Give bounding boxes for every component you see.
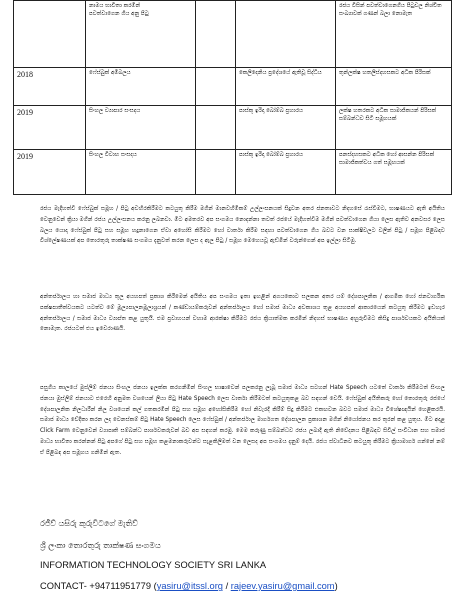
contact-prefix: CONTACT- +94711951779 ( — [40, 581, 157, 591]
organization-name-english: INFORMATION TECHNOLOGY SOCIETY SRI LANKA — [40, 560, 267, 570]
paragraph: පසුගිය කාලයේ මුස්ලිම් ජනයා සිංහල ජනයා ඉලක්ක කරගනිමින් සිංහල භාෂාවෙන් පලකරනු ලැබූ සමාජ මාධ්‍ය සටහන් Hate Speech යටතේ වාර්තා කිරීමටත් සිංහල ජනයා මුස්ලිම් ජනයාට එරෙහි අනුමත වශයෙන් ලියා පිටු Hate Speech ලෙස වාර්තා කිරීමටත් කටයුතුකළ බව සඳහන් වෙයි. ෆේස්බුක් අයිතිකරු හෝ තොරතුරු රජයේ දේශපාලනික නිලධාරීන් නිල වශයෙන් කල් ගතකරමින් පිටු සහ සමූහ අහෝසිකිරීම හෝ නිවැරදි කිරීම් සිදු කිරීමට එකඟවන බවට සමාජ මාධ්‍ය විශේෂඥයින් හෙළිකරයි. සමාජ මාධ්‍ය වේදිකා කරන ලද වෙනස්කම් පිටු Hate Speech ලෙස ෆේස්බුක් / අන්තර්ජාල මාර්ගගත දේශපාලන ප්‍රකාශන මගින් නියෝජනය කර තුරන් කළ යුතුය. මීට අදාළ Click Farm වෙනුවෙන් ව්‍යාපෘති සම්බන්ධ පාර්ශවකරුවන් බව අප සඳහන් කරමු. මෙම කරුණු සම්බන්ධව රජය ලබාදී ඇති නිවේදනය පිළිබඳව සිවිල් සංවිධාන සහ සමාජ මාධ්‍ය භාවිතා කරන්නන් පිටු අපගේ පිටු සහ සමූහ කළමනාකරුවන්ට සැළකිලිමත් වන ලෙසද අප සංගමය දැනුම් දෙයි. රජය ස්වාධීනව කටයුතු කිරීමට ක්‍රියාමාර්ග ගන්නේ නම් ඒ පිළිබඳ අප සමූහය ගනිමින් ඇත. — [40, 385, 445, 456]
table-row — [14, 150, 452, 195]
contact-line — [40, 581, 338, 592]
table-cell: කෙලිදෙනිය ප්‍රදේශයේ ඇතිවූ සිද්ධිය — [236, 68, 336, 106]
table-cell — [196, 106, 236, 150]
table-cell — [196, 68, 236, 106]
table-cell-year: 2019 — [14, 106, 86, 150]
table-cell: ලක්ෂ හතරකට අධික සාමාජිකයන් පිරිසක් සම්බන්ධව සිටි සමූහයක් — [336, 106, 452, 150]
table-cell: පාස්කු ඉරිදා බෝම්බ ප්‍රහාරය — [236, 150, 336, 195]
paragraph: අන්තර්ජාලය හා සමාජ මාධ්‍ය තුල අයහපත් ප්‍රකාශ කිරීමෙන් අයිතිය අප සංගමය ඉතා ඉහළින් අගයකොට සලකන අතර යම් දේශපාලනික / ආගමික හෝ ජනවාර්ගික පක්ෂපාතීත්වයකට යටත්ව මේ මූල්‍යපාලනමූලාශ්‍රයන් / කණ්ඩායම්කරුවන් අන්තර්ජාලය හෝ සමාජ මාධ්‍ය අවකාශය තුළ අයහපත් ආකාරයෙන් කටයුතු කිරීමට ඉඩහැර අන්තර්ජාලය / සමාජ මාධ්‍ය ව්‍යාප්ත කළ යුතුයි. එම ප්‍රවාහයන් වහාම ආරක්ෂා කිරීමට රජය ක්‍රියාත්මක කරමින් නිදහස් භාෂණය අහුරුවීමට කිසිදු පාර්ශවයකට අයිතියක් නොමැත. රජයටත් එය ඉවෙරාණයි. — [40, 294, 445, 333]
table-cell — [196, 1, 236, 68]
organization-name-sinhala: ශ්‍රී ලංකා තොරතුරු තාක්ෂණ සංගමය — [40, 541, 161, 550]
table-cell-year: 2019 — [14, 150, 86, 195]
table-cell — [236, 1, 336, 68]
email-link-secondary[interactable]: rajeev.yasiru@gmail.com — [230, 581, 335, 591]
email-link-primary[interactable]: yasiru@itssl.org — [156, 581, 223, 591]
table-cell: තුන්ලක්ෂ හතලිස්දහසකට අධික පිරිසක් — [336, 68, 452, 106]
table-row — [14, 1, 452, 68]
table-cell: පාස්කු ඉරිදා බෝම්බ ප්‍රහාරය — [236, 106, 336, 150]
table-row — [14, 106, 452, 150]
table-cell: නාමය භාවිතා කරමින් පවත්වාගෙන ගිය අනු පිටු — [86, 1, 196, 68]
table-cell: සිංහල විවාහ සංසදය — [86, 150, 196, 195]
table-cell — [196, 150, 236, 195]
paragraph: රජය මැදිහත්වී ෆේස්බුක් සමූහ / පිටු අවහිරකිරීමට කටයුතු කිරීම මගින් මානවහිමිකම් උල්ලංඝනයක් සිදුවන අතර ජනතාවට නිදහසේ රැස්වීමට, භාෂණයට ඇති අයිතිය වෙනුවෙන් ක්‍රියා මගින් රජය උල්ලංඝනය කරනු ලබනවා. මිට අමතරව අප සංගමය නොදන්නා තවත් රජයේ මැදිහත්වීම මගින් පවත්වාගෙන ගියා ලෙස ඇතිව අනවසර ලෙස බලය යොදා ෆේස්බුක් පිටු සහ සමූහ හදුනාගෙන ඒවා අහෝසි කිරීමට හෝ වාර්තා කිරීම සඳහා පවත්වාගෙන ගිය බවට වන සාක්ෂිවලට වලින් පිටු / සමූහ පිළිබඳව විශ්ලේෂණයක් අප තොරතුරු තාක්ෂණ සංගමය දැනුවත් කරන ලෙස ද ඇල පිටු / සමූහ මෙහෙයවූ ඇඩ්මින් වරුන්ගෙන් අප ඉල්ලා සිටිමු. — [40, 206, 445, 245]
contact-separator: / — [222, 581, 231, 591]
table-row — [14, 68, 452, 106]
table-cell — [14, 1, 86, 68]
table-cell-year: 2018 — [14, 68, 86, 106]
table-cell: පනස්දහසකට අධික හෝ ආසන්න පිරිසක් සාමාජිකත්වය ගත් සමූහයක් — [336, 150, 452, 195]
table-cell: සිංහල ව්‍යාපාර සංසදය — [86, 106, 196, 150]
incident-table — [13, 0, 452, 195]
signatory-name: රජීව් යසිරු කුරුවිටගේ මැතිව් — [40, 519, 138, 528]
contact-suffix: ) — [334, 581, 338, 591]
table-cell: රජය විසින් පවත්වාගෙනගිය පිටුවල නිශ්චිත සංඛ්‍යාවක් ගණන් බලා නොමැත — [336, 1, 452, 68]
table-cell: ෆේස්බුක් අමිබලය — [86, 68, 196, 106]
